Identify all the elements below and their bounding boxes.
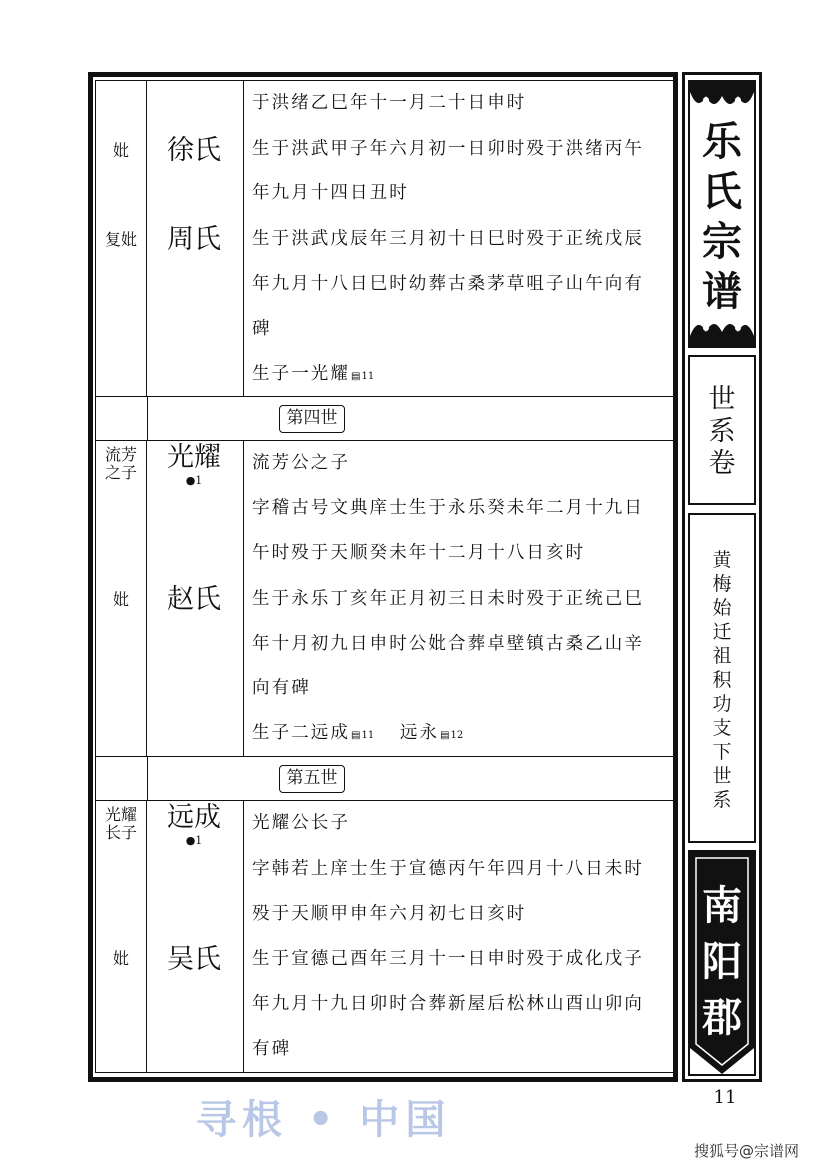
branch-character: 梅 (712, 573, 732, 595)
branch-character: 下 (712, 741, 732, 763)
genealogy-title-box (688, 80, 756, 348)
record-text-line: 生于洪武戊辰年三月初十日巳时殁于正统戊辰 (252, 229, 644, 249)
volume-character: 卷 (708, 448, 736, 479)
source-watermark: 搜狐号@宗谱网 (694, 1142, 800, 1160)
relation-label: 妣 (112, 949, 129, 968)
offspring-text: 生子二远成 (252, 723, 350, 743)
generation-label: 第四世 (279, 405, 345, 433)
title-character: 乐 (702, 118, 742, 165)
branch-character: 系 (712, 789, 732, 811)
record-text-line: 向有碑 (252, 678, 311, 698)
relation-label: 妣 (112, 141, 129, 160)
branch-character: 始 (712, 597, 732, 619)
record-text-line: 生于洪武甲子年六月初一日卯时殁于洪绪丙午 (252, 139, 644, 159)
record-text-line: 字稽古号文典庠士生于永乐癸未年二月十九日 (252, 498, 644, 518)
person-name: 徐氏 (167, 135, 221, 166)
page-ref: 11 (361, 371, 375, 382)
record-text-line: 碑 (252, 319, 272, 339)
relation-label: 光耀 (104, 805, 137, 824)
volume-character: 系 (708, 416, 736, 447)
scroll-ornament-icon (690, 82, 754, 116)
county-box (688, 850, 756, 1076)
branch-character: 迁 (712, 621, 732, 643)
branch-character: 支 (712, 717, 732, 739)
county-character: 郡 (702, 994, 742, 1041)
record-text-line: 生于永乐丁亥年正月初三日未时殁于正统己巳 (252, 589, 644, 609)
relation-label: 长子 (104, 823, 137, 842)
person-name: 吴氏 (167, 944, 221, 975)
offspring-text: 远永 (399, 723, 440, 743)
record-text-line: 流芳公之子 (252, 453, 350, 473)
page-ref-icon: ▤ (440, 730, 450, 741)
record-text-line: 字韩若上庠士生于宣德丙午年四月十八日未时 (252, 859, 644, 879)
record-text-line (252, 363, 374, 388)
offspring-text: 生子一光耀 (252, 364, 350, 384)
record-text-line: 于洪绪乙巳年十一月二十日申时 (252, 93, 527, 113)
person-name: 赵氏 (167, 584, 221, 615)
gourd-icon: ● (185, 474, 196, 487)
person-name: 远成 (167, 802, 221, 833)
title-character: 氏 (702, 168, 742, 215)
county-character: 阳 (702, 938, 742, 985)
generation-row-4 (96, 397, 674, 441)
page-number: 11 (713, 1087, 737, 1108)
branch-box (688, 513, 756, 843)
record-text-line: 光耀公长子 (252, 813, 350, 833)
record-text-line: 生于宣德己酉年三月十一日申时殁于成化戊子 (252, 949, 644, 969)
record-text-line: 有碑 (252, 1039, 292, 1059)
generation-row-5 (96, 757, 674, 801)
lineage-marker: ●1 (185, 834, 203, 847)
page-ref: 11 (361, 730, 375, 741)
title-character: 宗 (702, 218, 742, 265)
person-name: 周氏 (167, 224, 221, 255)
record-text-line: 年九月十四日丑时 (252, 183, 409, 203)
branch-character: 积 (712, 669, 732, 691)
volume-box (688, 355, 756, 505)
branch-character: 祖 (712, 645, 732, 667)
relation-label: 复妣 (104, 230, 137, 249)
generation-cell (147, 397, 674, 440)
title-character: 谱 (702, 268, 742, 315)
record-text-line: 殁于天顺甲申年六月初七日亥时 (252, 904, 527, 924)
relation-label: 之子 (104, 463, 137, 482)
branch-character: 黄 (712, 549, 732, 571)
lineage-marker: ●1 (185, 474, 203, 487)
branch-character: 世 (712, 765, 732, 787)
record-text-line: 年九月十九日卯时合葬新屋后松林山酉山卯向 (252, 994, 644, 1014)
record-text-line: 年十月初九日申时公妣合葬卓壁镇古桑乙山辛 (252, 634, 644, 654)
relation-label: 流芳 (104, 445, 137, 464)
county-character: 南 (702, 882, 742, 929)
record-text-line: 午时殁于天顺癸未年十二月十八日亥时 (252, 543, 586, 563)
record-text-line: 年九月十八日巳时幼葬古桑茅草咀子山午向有 (252, 274, 644, 294)
generation-cell (147, 757, 674, 800)
page-ref: 12 (450, 730, 464, 741)
scroll-ornament-icon (690, 312, 754, 346)
record-text-line (252, 722, 463, 747)
volume-character: 世 (708, 384, 736, 415)
watermark-text: 寻根 • 中国 (196, 1096, 452, 1143)
gourd-icon: ● (185, 834, 196, 847)
relation-label: 妣 (112, 590, 129, 609)
branch-character: 功 (712, 693, 732, 715)
page-ref-icon: ▤ (351, 371, 361, 382)
person-name: 光耀 (167, 442, 221, 473)
page-ref-icon: ▤ (351, 730, 361, 741)
generation-label: 第五世 (279, 765, 345, 793)
